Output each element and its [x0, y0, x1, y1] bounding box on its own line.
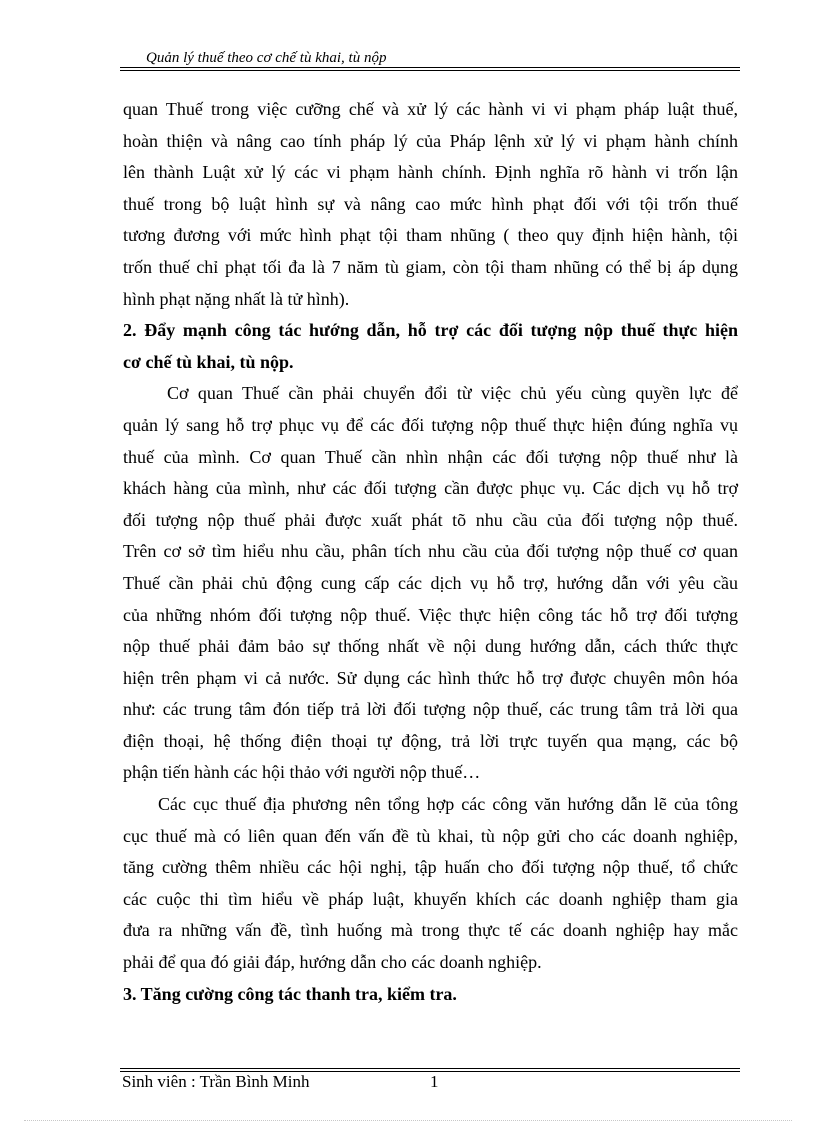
text-line: Trên cơ sở tìm hiểu nhu cầu, phân tích nhu cầu của đối tượng nộp thuế cơ quan	[123, 541, 738, 562]
running-header: Quản lý thuế theo cơ chế tù khai, tù nộp	[146, 50, 387, 66]
footer-student-name: Sinh viên : Trần Bình Minh	[122, 1072, 310, 1091]
section-heading-2	[123, 315, 738, 378]
text-line: khách hàng của mình, như các đối tượng cần được phục vụ. Các dịch vụ hỗ trợ	[123, 478, 738, 499]
text-line: hình phạt nặng nhất là tử hình).	[123, 288, 350, 309]
text-line: Thuế cần phải chủ động cung cấp các dịch vụ hỗ trợ, hướng dẫn với yêu cầu	[123, 572, 738, 593]
text-line: tăng cường thêm nhiều các hội nghị, tập huấn cho đối tượng nộp thuế, tổ chức	[123, 857, 738, 878]
text-line: đối tượng nộp thuế phải được xuất phát tõ nhu cầu của đối tượng nộp thuế.	[123, 509, 738, 530]
text-line: Cơ quan Thuế cần phải chuyển đổi từ việc chủ yếu cùng quyền lực để	[167, 383, 738, 404]
text-line: điện thoại, hệ thống điện thoại tự động, trả lời trực tuyến qua mạng, các bộ	[123, 730, 738, 751]
text-line: các cuộc thi tìm hiểu về pháp luật, khuyến khích các doanh nghiệp tham gia	[123, 888, 738, 909]
text-line: nộp thuế phải đảm bảo sự thống nhất về nội dung hướng dẫn, cách thức thực	[123, 636, 738, 657]
paragraph-enforcement	[123, 94, 738, 315]
text-line: thuế của mình. Cơ quan Thuế cần nhìn nhận các đối tượng nộp thuế như là	[123, 446, 738, 467]
header-rule	[120, 67, 740, 71]
paragraph-local-offices	[123, 789, 738, 979]
paragraph-support-services	[123, 378, 738, 789]
heading-line: 3. Tăng cường công tác thanh tra, kiểm tra.	[123, 983, 457, 1004]
page-boundary	[24, 1120, 792, 1121]
text-line: Các cục thuế địa phương nên tổng hợp các công văn hướng dẫn lẽ của tông	[158, 794, 738, 815]
heading-line: cơ chế tù khai, tù nộp.	[123, 351, 294, 372]
text-line: như: các trung tâm đón tiếp trả lời đối tượng nộp thuế, các trung tâm trả lời qua	[123, 699, 738, 720]
text-line: quan Thuế trong việc cưỡng chế và xử lý các hành vi vi phạm pháp luật thuế,	[123, 99, 738, 119]
text-line: lên thành Luật xử lý các vi phạm hành chính. Định nghĩa rõ hành vi trốn lận	[123, 162, 738, 183]
text-line: đưa ra những vấn đề, tình huống mà trong thực tế các doanh nghiệp hay mắc	[123, 920, 738, 941]
text-line: hoàn thiện và nâng cao tính pháp lý của Pháp lệnh xử lý vi phạm hành chính	[123, 130, 738, 151]
page-body	[123, 94, 738, 1010]
text-line: hiện trên phạm vi cả nước. Sử dụng các hình thức hỗ trợ được chuyên môn hóa	[123, 667, 738, 688]
text-line: của những nhóm đối tượng nộp thuế. Việc thực hiện công tác hỗ trợ đối tượng	[123, 604, 738, 625]
text-line: tương đương với mức hình phạt tội tham nhũng ( theo quy định hiện hành, tội	[123, 225, 738, 246]
text-line: trốn thuế chỉ phạt tối đa là 7 năm tù giam, còn tội tham nhũng có thể bị áp dụng	[123, 256, 738, 277]
section-heading-3	[123, 979, 738, 1011]
page-number: 1	[430, 1072, 439, 1091]
text-line: quản lý sang hỗ trợ phục vụ để các đối tượng nộp thuế thực hiện đúng nghĩa vụ	[123, 414, 738, 435]
text-line: thuế trong bộ luật hình sự và nâng cao mức hình phạt đối với tội trốn thuế	[123, 193, 738, 214]
text-line: phận tiến hành các hội thảo với người nộp thuế…	[123, 762, 481, 783]
text-line: cục thuế mà có liên quan đến vấn đề tù khai, tù nộp gửi cho các doanh nghiệp,	[123, 825, 738, 846]
heading-line: 2. Đẩy mạnh công tác hướng dẫn, hỗ trợ các đối tượng nộp thuế thực hiện	[123, 320, 738, 341]
text-line: phải để qua đó giải đáp, hướng dẫn cho các doanh nghiệp.	[123, 952, 542, 973]
